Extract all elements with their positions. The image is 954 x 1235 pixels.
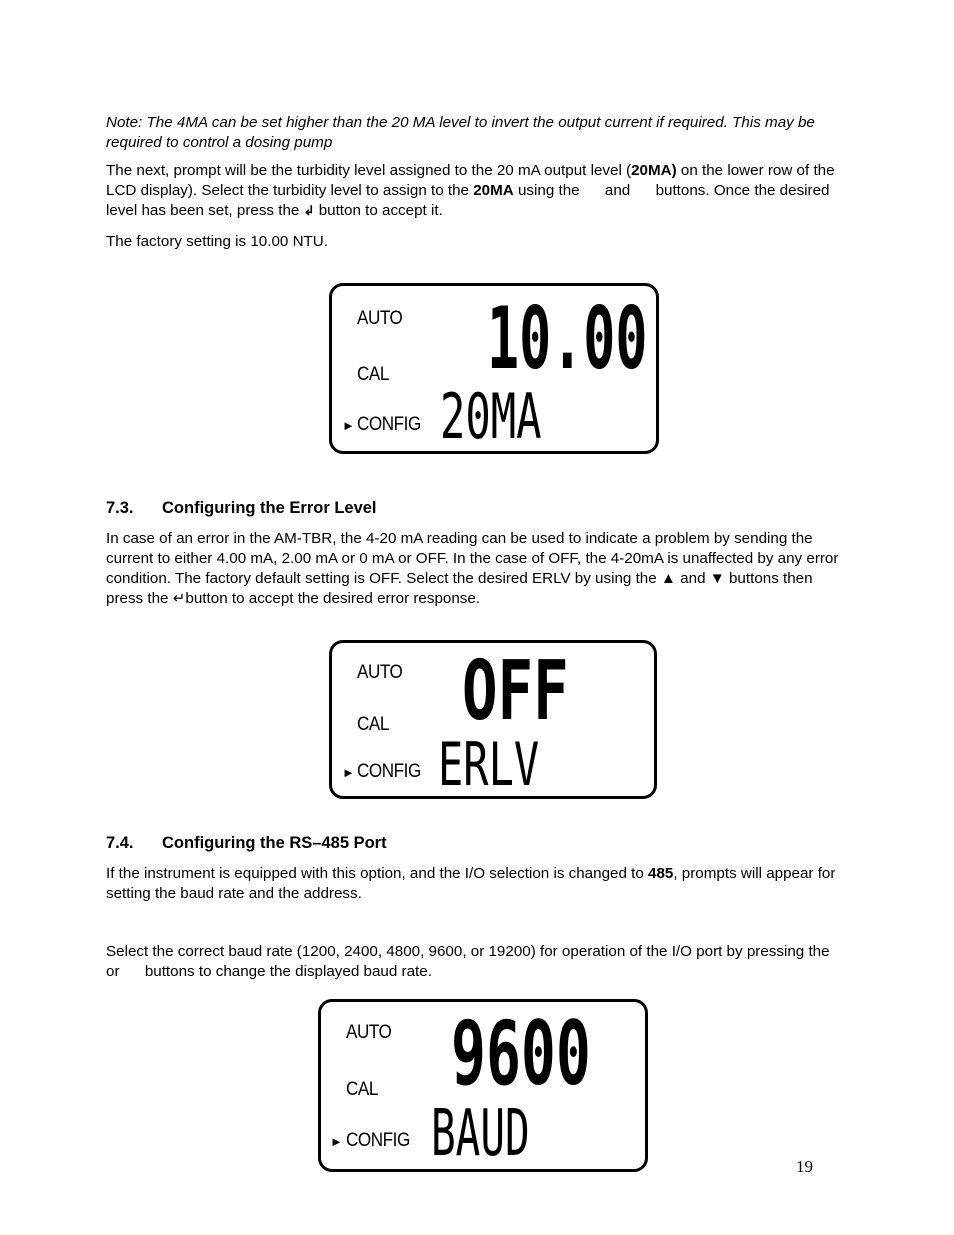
text-span: using the and buttons. Once the desired level has been set, press the xyxy=(106,182,834,219)
lcd-display-erlv xyxy=(329,640,657,799)
lcd-config-label: CONFIG xyxy=(357,761,421,782)
lcd-display-20ma xyxy=(329,283,659,454)
factory-setting-text: The factory setting is 10.00 NTU. xyxy=(106,233,328,250)
lcd-lower-value: ERLV xyxy=(438,730,540,800)
lcd-auto-label: AUTO xyxy=(357,662,403,683)
bold-485: 485 xyxy=(648,865,674,882)
section-number: 7.3. xyxy=(106,499,134,517)
lcd-lower-value: BAUD xyxy=(431,1097,530,1171)
section-title: Configuring the Error Level xyxy=(162,499,377,517)
text-span: on the lower row of the LCD display). Select the turbidity level to assign to the xyxy=(106,162,835,199)
text-span: The next, prompt will be the turbidity level assigned to the 20 mA output level ( xyxy=(106,162,632,179)
page-number: 19 xyxy=(796,1157,813,1176)
lcd-lower-value: 20MA xyxy=(440,380,542,453)
lcd-upper-value: OFF xyxy=(462,644,569,739)
lcd-cal-label: CAL xyxy=(346,1079,378,1100)
enter-icon: ↲ xyxy=(303,203,315,218)
note-text: Note: The 4MA can be set higher than the 20 MA level to invert the output current if required. This may be required to control a dosing pump xyxy=(106,114,815,151)
lcd-arrow-icon: ► xyxy=(342,418,355,433)
text-span: , prompts will appear for setting the baud rate and the address. xyxy=(106,865,836,902)
lcd-upper-value: 10.00 xyxy=(487,289,648,389)
section-heading-7-4 xyxy=(106,834,387,853)
paragraph-20ma xyxy=(106,161,846,221)
lcd-arrow-icon: ► xyxy=(342,765,355,780)
section-number: 7.4. xyxy=(106,834,134,852)
lcd-auto-label: AUTO xyxy=(357,308,403,329)
bold-20ma: 20MA xyxy=(473,182,514,199)
lcd-config-label: CONFIG xyxy=(357,414,421,435)
paragraph-485 xyxy=(106,864,846,904)
lcd-arrow-icon: ► xyxy=(330,1134,343,1149)
paragraph-error-level: In case of an error in the AM-TBR, the 4-20 mA reading can be used to indicate a problem by sending the current to either 4.00 mA, 2.00 mA or 0 mA or OFF. In the case of OFF, the 4-20mA is unaffected by any error condition. The factory default setting is OFF. Select the desired ERLV by using the ▲ and ▼ buttons then press the ↵button to accept the desired error response. xyxy=(106,530,839,607)
lcd-cal-label: CAL xyxy=(357,364,389,385)
bold-20ma: 20MA) xyxy=(631,162,677,179)
lcd-cal-label: CAL xyxy=(357,714,389,735)
lcd-upper-value: 9600 xyxy=(451,1002,591,1105)
lcd-display-baud xyxy=(318,999,648,1172)
paragraph-baud-rate: Select the correct baud rate (1200, 2400, 4800, 9600, or 19200) for operation of the I/O port by pressing the or buttons to change the displayed baud rate. xyxy=(106,943,855,980)
section-title: Configuring the RS–485 Port xyxy=(162,834,387,852)
text-span: button to accept it. xyxy=(314,202,443,219)
lcd-config-label: CONFIG xyxy=(346,1130,410,1151)
lcd-auto-label: AUTO xyxy=(346,1022,392,1043)
text-span: If the instrument is equipped with this option, and the I/O selection is changed to xyxy=(106,865,649,882)
section-heading-7-3 xyxy=(106,499,377,518)
